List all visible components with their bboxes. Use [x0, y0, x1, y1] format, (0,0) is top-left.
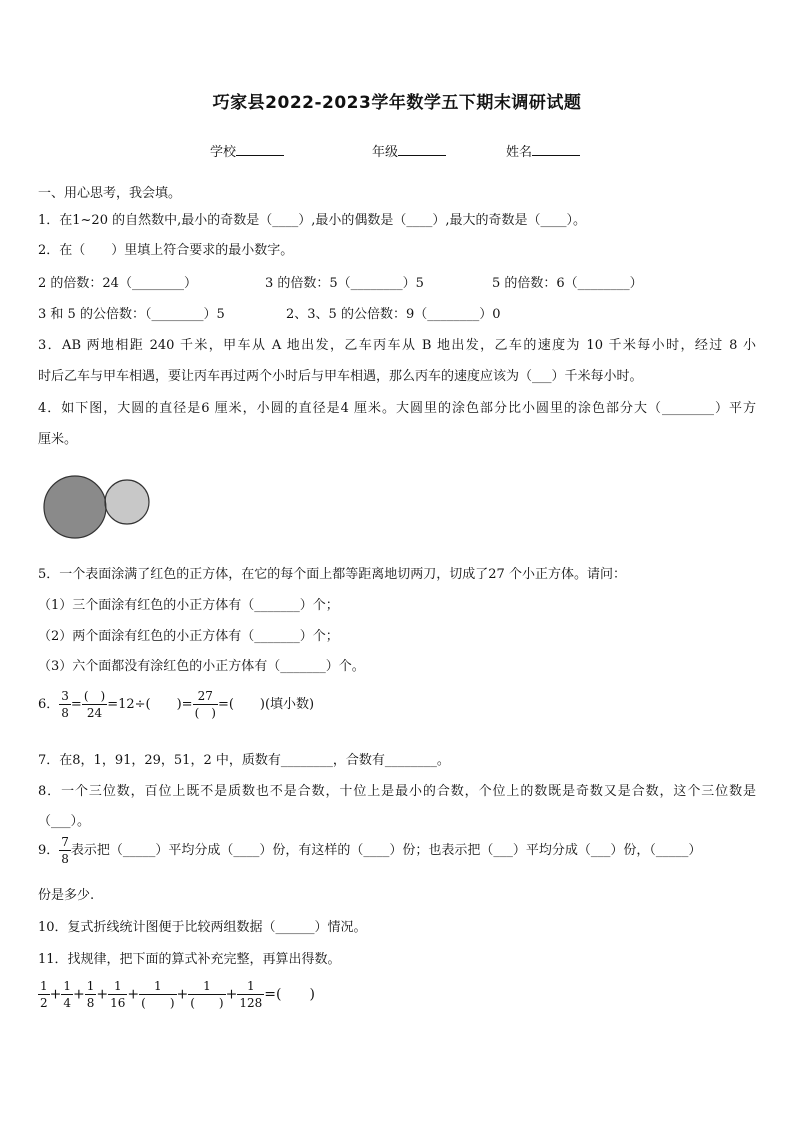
- q2-item-1: 2 的倍数：24（________）: [38, 276, 197, 291]
- plus-sign: +: [49, 986, 62, 1003]
- fraction-denominator: 2: [40, 996, 48, 1010]
- plus-sign: +: [73, 986, 85, 1003]
- fraction-denominator: 16: [110, 996, 126, 1010]
- q6-fraction-3[interactable]: $\frac{27}{( )}$: [194, 689, 216, 720]
- name-label: 姓名: [506, 145, 533, 160]
- name-blank[interactable]: [532, 142, 580, 156]
- q11-fraction-term: [61, 980, 73, 1009]
- plus-sign: +: [176, 986, 189, 1003]
- fraction-numerator: 1: [203, 979, 211, 993]
- fraction-numerator: 1: [154, 979, 162, 993]
- question-8-line-1: 8．一个三位数，百位上既不是质数也不是合数，十位上是最小的合数，个位上的数既是奇数又是合数，这个三位数是: [38, 784, 756, 799]
- question-9: [38, 836, 701, 865]
- fraction-denominator: 4: [63, 996, 72, 1010]
- school-label: 学校: [210, 145, 237, 160]
- fraction-denominator: 8: [86, 996, 95, 1010]
- question-6: 6． $\frac{3}{8}$ = $\frac{( )}{24}$ =12÷( )= $\frac{27}{( )}$ =( )(填小数): [38, 689, 315, 720]
- small-circle: [105, 480, 149, 524]
- school-blank[interactable]: [236, 142, 284, 156]
- grade-field[interactable]: [372, 141, 446, 160]
- question-9-line-2: 份是多少.: [38, 888, 95, 903]
- question-11-expression: [38, 980, 315, 1009]
- grade-label: 年级: [372, 145, 399, 160]
- overlap-region: [105, 500, 106, 509]
- circles-figure: [40, 472, 152, 542]
- fraction-numerator: 1: [113, 979, 122, 993]
- q11-fraction-term: [237, 980, 264, 1009]
- q2-item-2: 3 的倍数：5（________）5: [265, 276, 424, 291]
- question-1: 1．在1~20 的自然数中,最小的奇数是（____）,最小的偶数是（____）,最大的奇数是（____）。: [38, 213, 587, 228]
- plus-sign: +: [96, 986, 109, 1003]
- q11-fraction-term[interactable]: [139, 980, 176, 1009]
- q11-fraction-term: [108, 980, 127, 1009]
- q6-fraction-1: $\frac{3}{8}$: [61, 689, 69, 720]
- fraction-denominator[interactable]: ( ): [190, 996, 224, 1010]
- question-2: 2．在（ ）里填上符合要求的最小数字。: [38, 243, 294, 258]
- fraction-numerator: 1: [63, 979, 72, 993]
- q11-result[interactable]: =( ): [264, 986, 315, 1003]
- fraction-denominator: 128: [239, 996, 263, 1010]
- q11-fraction-term[interactable]: [188, 980, 225, 1009]
- fraction-denominator[interactable]: ( ): [141, 996, 175, 1010]
- question-4-line-1: 4．如下图，大圆的直径是6 厘米，小圆的直径是4 厘米。大圆里的涂色部分比小圆里的涂色部分大（________）平方: [38, 401, 756, 416]
- question-5-sub-3: （3）六个面都没有涂红色的小正方体有（_______）个。: [38, 659, 365, 674]
- plus-sign: +: [225, 986, 238, 1003]
- fraction-numerator: 1: [40, 979, 48, 993]
- page-title: 巧家县2022-2023学年数学五下期末调研试题: [212, 93, 582, 113]
- question-3-line-2: 时后乙车与甲车相遇，要让丙车再过两个小时后与甲车相遇，那么丙车的速度应该为（___）千米每小时。: [38, 369, 643, 384]
- question-8-line-2: （___）。: [38, 814, 91, 829]
- question-11: 11．找规律，把下面的算式补充完整，再算出得数。: [38, 952, 341, 967]
- q9-fraction: $\frac{7}{8}$: [61, 835, 69, 866]
- q6-label: 6．: [38, 697, 60, 712]
- question-5: 5．一个表面涂满了红色的正方体，在它的每个面上都等距离地切两刀，切成了27 个小正方体。请问：: [38, 567, 626, 582]
- question-5-sub-1: （1）三个面涂有红色的小正方体有（_______）个；: [38, 598, 339, 613]
- q6-fraction-2[interactable]: $\frac{( )}{24}$: [83, 689, 106, 720]
- plus-sign: +: [127, 986, 140, 1003]
- large-circle: [44, 476, 106, 538]
- q2-item-3: 5 的倍数：6（________）: [492, 276, 643, 291]
- question-7: 7．在8，1，91，29，51，2 中，质数有________，合数有________。: [38, 753, 450, 768]
- q2-item-4: 3 和 5 的公倍数：（________）5: [38, 307, 225, 322]
- question-4-line-2: 厘米。: [38, 432, 78, 447]
- q9-text: 表示把（_____）平均分成（____）份，有这样的（____）份；也表示把（___）平均分成（___）份，（_____）: [70, 843, 702, 858]
- question-5-sub-2: （2）两个面涂有红色的小正方体有（_______）个；: [38, 629, 339, 644]
- q9-label: 9．: [38, 843, 60, 858]
- q11-fraction-term: [38, 980, 50, 1009]
- name-field[interactable]: [506, 141, 580, 160]
- q2-item-5: 2、3、5 的公倍数：9（________）0: [286, 307, 501, 322]
- q11-fraction-term: [85, 980, 97, 1009]
- fraction-numerator: 1: [246, 979, 255, 993]
- fraction-numerator: 1: [86, 979, 95, 993]
- question-3-line-1: 3．AB 两地相距 240 千米，甲车从 A 地出发，乙车丙车从 B 地出发，乙车的速度为 10 千米每小时，经过 8 小: [38, 338, 756, 353]
- grade-blank[interactable]: [398, 142, 446, 156]
- question-10: 10．复式折线统计图便于比较两组数据（______）情况。: [38, 920, 367, 935]
- school-field[interactable]: [210, 141, 284, 160]
- section-heading: 一、用心思考，我会填。: [38, 186, 182, 201]
